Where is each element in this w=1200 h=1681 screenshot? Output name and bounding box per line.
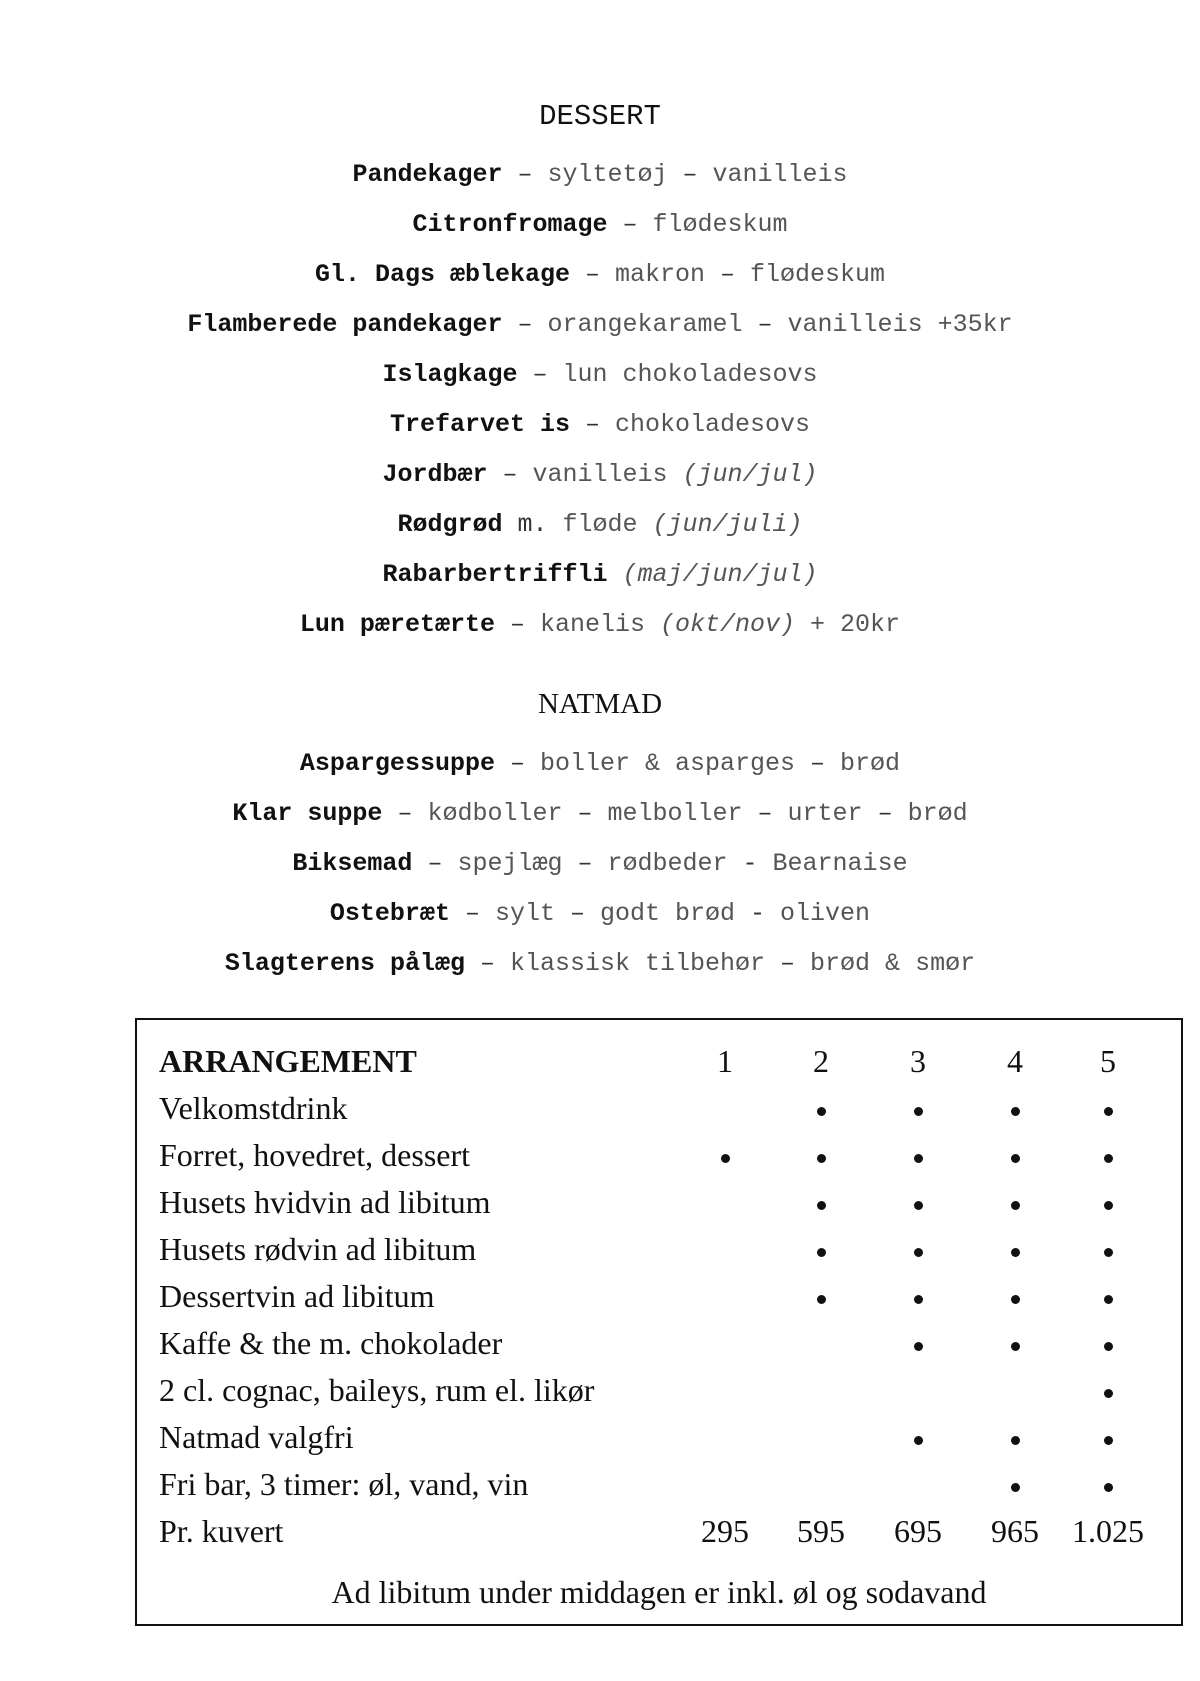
dish-line [0,949,1200,979]
dish-name: Citronfromage [412,210,608,239]
dish-line [0,310,1200,340]
arrangement-row [137,1226,1181,1273]
price-cell: 695 [894,1513,942,1549]
row-label: Husets hvidvin ad libitum [159,1184,491,1220]
mark-cell [781,1132,861,1179]
dish-separator: – [487,460,533,489]
arrangement-row [137,1085,1181,1132]
mark-cell [1068,1461,1148,1508]
dish-separator [607,560,622,589]
dish-separator: - [727,849,773,878]
mark-cell [878,1226,958,1273]
bullet-dot-icon [721,1154,730,1163]
dish-description: lun chokoladesovs [562,360,818,389]
dish-season: (jun/jul) [682,460,818,489]
dish-separator: – [502,160,548,189]
dish-description: rødbeder [607,849,728,878]
row-label: Husets rødvin ad libitum [159,1231,477,1267]
mark-cell [878,1414,958,1461]
dish-name: Lun pæretærte [299,610,495,639]
mark-cell [878,1273,958,1320]
arrangement-row [137,1132,1181,1179]
bullet-dot-icon [817,1295,826,1304]
dish-line [0,160,1200,190]
dish-description: boller & asparges [539,749,796,778]
bullet-dot-icon [1104,1107,1113,1116]
dish-separator: m. [502,510,563,539]
mark-cell [685,1132,765,1179]
arrangement-row [137,1414,1181,1461]
dish-separator: – [667,160,713,189]
dish-description: kødboller [427,799,563,828]
arrangement-box [135,1018,1183,1626]
dish-line [0,849,1200,879]
dish-separator: – [449,899,495,928]
dish-description: urter [787,799,863,828]
dish-name: Klar suppe [232,799,383,828]
dish-separator: - [735,899,781,928]
dish-line [0,460,1200,490]
dish-description: sylt [494,899,555,928]
price-cell: 595 [797,1513,845,1549]
dish-separator: – [862,799,908,828]
dish-description: oliven [780,899,871,928]
bullet-dot-icon [817,1201,826,1210]
mark-cell [975,1320,1055,1367]
bullet-dot-icon [1011,1483,1020,1492]
column-header: 1 [717,1043,733,1079]
column-header: 5 [1100,1043,1116,1079]
dish-description: syltetøj [547,160,668,189]
row-label: Fri bar, 3 timer: øl, vand, vin [159,1466,529,1502]
price-cell: 965 [991,1513,1039,1549]
row-label: 2 cl. cognac, baileys, rum el. likør [159,1372,595,1408]
mark-cell [1068,1273,1148,1320]
bullet-dot-icon [1104,1389,1113,1398]
footnote: Ad libitum under middagen er inkl. øl og sodavand [331,1574,987,1610]
dish-season: (jun/juli) [652,510,803,539]
bullet-dot-icon [1104,1295,1113,1304]
dish-description: kanelis [539,610,661,639]
dish-separator: – [569,410,615,439]
mark-cell [878,1132,958,1179]
bullet-dot-icon [1011,1154,1020,1163]
mark-cell [781,1226,861,1273]
dish-name: Rabarbertriffli [382,560,608,589]
dish-description: fløde [562,510,653,539]
arrangement-row [137,1320,1181,1367]
bullet-dot-icon [1011,1436,1020,1445]
dish-separator: – [705,260,751,289]
arrangement-header-row [137,1038,1181,1085]
dish-name: Gl. Dags æblekage [314,260,570,289]
mark-cell [878,1179,958,1226]
price-cell: 295 [701,1513,749,1549]
dish-description: brød & smør [810,949,976,978]
mark-cell [975,1132,1055,1179]
dish-season: (okt/nov) [660,610,796,639]
mark-cell [975,1085,1055,1132]
mark-cell [1068,1179,1148,1226]
price-label: Pr. kuvert [159,1513,284,1549]
bullet-dot-icon [817,1107,826,1116]
bullet-dot-icon [914,1201,923,1210]
dish-name: Slagterens pålæg [224,949,465,978]
dish-line [0,610,1200,640]
dish-name: Trefarvet is [389,410,570,439]
dish-description: godt brød [600,899,736,928]
dish-name: Aspargessuppe [299,749,495,778]
bullet-dot-icon [1011,1107,1020,1116]
dish-separator: – [554,899,600,928]
arrangement-row [137,1179,1181,1226]
bullet-dot-icon [1011,1342,1020,1351]
bullet-dot-icon [914,1107,923,1116]
dish-separator: – [795,749,841,778]
column-header: 3 [910,1043,926,1079]
bullet-dot-icon [1104,1154,1113,1163]
row-label: Kaffe & the m. chokolader [159,1325,503,1361]
mark-cell [878,1320,958,1367]
natmad-title: NATMAD [537,688,663,720]
bullet-dot-icon [817,1248,826,1257]
dish-description: klassisk tilbehør [509,949,766,978]
dish-name: Jordbær [382,460,488,489]
dish-separator: – [382,799,428,828]
mark-cell [1068,1226,1148,1273]
mark-cell [975,1226,1055,1273]
row-label: Velkomstdrink [159,1090,348,1126]
dish-separator: – [562,849,608,878]
dish-description: vanilleis [712,160,848,189]
dish-description: vanilleis +35kr [787,310,1013,339]
dish-line [0,510,1200,540]
bullet-dot-icon [914,1248,923,1257]
dish-separator: – [607,210,653,239]
dish-separator: – [502,310,548,339]
bullet-dot-icon [1104,1248,1113,1257]
dish-separator: – [517,360,563,389]
mark-cell [781,1179,861,1226]
price-row [137,1508,1181,1555]
dish-separator: – [562,799,608,828]
arrangement-row [137,1367,1181,1414]
mark-cell [781,1273,861,1320]
dish-name: Islagkage [382,360,518,389]
mark-cell [1068,1414,1148,1461]
dish-description: flødeskum [652,210,788,239]
dish-line [0,799,1200,829]
bullet-dot-icon [1104,1342,1113,1351]
dish-description: brød [907,799,968,828]
dish-separator: – [464,949,510,978]
dish-separator: – [494,749,540,778]
dish-name: Pandekager [352,160,503,189]
arrangement-row [137,1461,1181,1508]
dish-separator: – [742,310,788,339]
arrangement-row [137,1273,1181,1320]
dish-line [0,899,1200,929]
bullet-dot-icon [1104,1436,1113,1445]
column-header: 4 [1007,1043,1023,1079]
dish-description: spejlæg [457,849,563,878]
bullet-dot-icon [1011,1248,1020,1257]
bullet-dot-icon [1011,1295,1020,1304]
row-label: Natmad valgfri [159,1419,354,1455]
bullet-dot-icon [1011,1201,1020,1210]
dish-name: Ostebræt [329,899,450,928]
dish-separator: – [494,610,540,639]
price-cell: 1.025 [1072,1513,1144,1549]
dish-description: makron [615,260,706,289]
dish-separator: – [412,849,458,878]
dish-name: Rødgrød [397,510,503,539]
bullet-dot-icon [1104,1201,1113,1210]
column-header: 2 [813,1043,829,1079]
dish-line [0,360,1200,390]
dish-line [0,560,1200,590]
dish-line [0,749,1200,779]
bullet-dot-icon [914,1154,923,1163]
dish-line [0,260,1200,290]
mark-cell [878,1085,958,1132]
dish-description: flødeskum [750,260,886,289]
dish-separator: – [765,949,811,978]
dish-description: melboller [607,799,743,828]
bullet-dot-icon [817,1154,826,1163]
dish-description: brød [840,749,901,778]
dish-name: Flamberede pandekager [187,310,503,339]
row-label: Forret, hovedret, dessert [159,1137,471,1173]
mark-cell [975,1273,1055,1320]
mark-cell [1068,1085,1148,1132]
mark-cell [1068,1132,1148,1179]
bullet-dot-icon [914,1295,923,1304]
mark-cell [975,1414,1055,1461]
dish-description: Bearnaise [772,849,908,878]
dish-description: orangekaramel [547,310,743,339]
dish-description: chokoladesovs [615,410,811,439]
dish-line [0,210,1200,240]
arrangement-title: ARRANGEMENT [159,1043,417,1079]
bullet-dot-icon [914,1342,923,1351]
dish-line [0,410,1200,440]
mark-cell [1068,1367,1148,1414]
dish-separator: – [742,799,788,828]
bullet-dot-icon [1104,1483,1113,1492]
dish-surcharge: + 20kr [795,610,901,639]
row-label: Dessertvin ad libitum [159,1278,435,1314]
mark-cell [1068,1320,1148,1367]
mark-cell [975,1179,1055,1226]
bullet-dot-icon [914,1436,923,1445]
dish-season: (maj/jun/jul) [622,560,818,589]
dish-separator: – [569,260,615,289]
mark-cell [975,1461,1055,1508]
dessert-title: DESSERT [539,100,661,133]
dish-name: Biksemad [292,849,413,878]
dish-description: vanilleis [532,460,683,489]
mark-cell [781,1085,861,1132]
